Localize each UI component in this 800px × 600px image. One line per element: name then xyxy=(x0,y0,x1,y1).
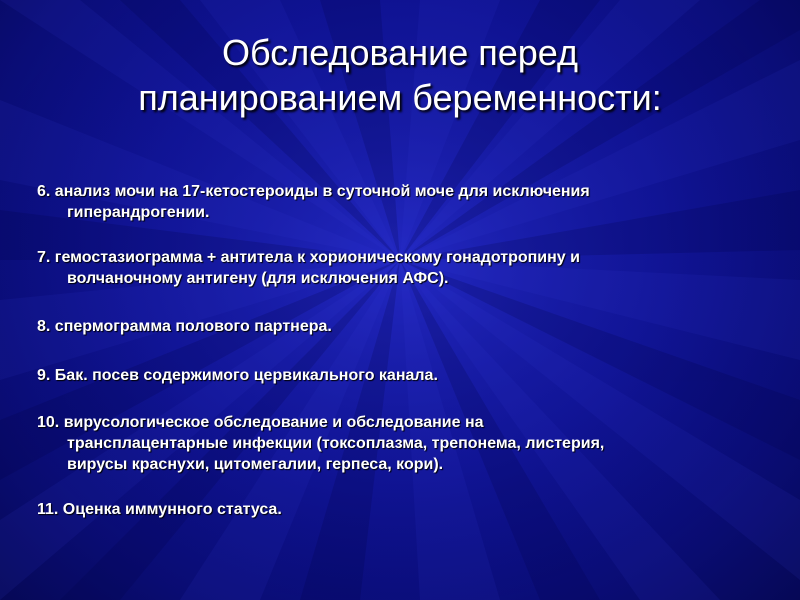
list-item-6 xyxy=(37,181,757,223)
list-item-10-line1: 10. вирусологическое обследование и обследование на xyxy=(37,414,484,431)
list-item-10 xyxy=(37,412,757,475)
list-item-6-line1: 6. анализ мочи на 17-кетостероиды в суточной моче для исключения xyxy=(37,183,590,200)
list-item-7 xyxy=(37,247,757,289)
list-item-9 xyxy=(37,365,757,386)
list-item-10-line2: трансплацентарные инфекции (токсоплазма, трепонема, листерия, xyxy=(67,435,605,452)
list-item-9-line1: 9. Бак. посев содержимого цервикального канала. xyxy=(37,367,438,384)
list-item-11-line1: 11. Оценка иммунного статуса. xyxy=(37,501,282,518)
list-item-11 xyxy=(37,499,757,520)
slide-title-line2: планированием беременности: xyxy=(138,77,662,118)
list-item-7-line2: волчаночному антигену (для исключения АФС). xyxy=(67,270,449,287)
list-item-7-line1: 7. гемостазиограмма + антитела к хорионическому гонадотропину и xyxy=(37,249,580,266)
slide-title-line1: Обследование перед xyxy=(221,32,578,73)
list-item-10-line3: вирусы краснухи, цитомегалии, герпеса, кори). xyxy=(67,456,444,473)
list-item-8-line1: 8. спермограмма полового партнера. xyxy=(37,318,332,335)
list-item-8 xyxy=(37,316,757,337)
slide-title xyxy=(0,30,800,120)
list-item-6-line2: гиперандрогении. xyxy=(67,204,210,221)
